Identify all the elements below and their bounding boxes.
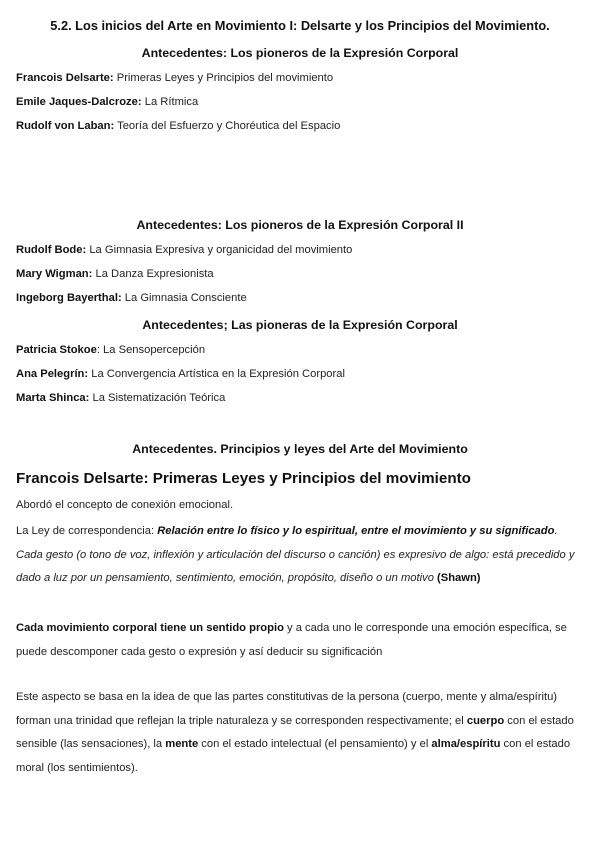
term-mente: mente: [165, 738, 199, 750]
item-name: Patricia Stokoe: [16, 344, 97, 356]
list-item: [16, 72, 333, 84]
block3-heading: Antecedentes; Las pioneras de la Expresión Corporal: [142, 318, 458, 332]
block1-heading: Antecedentes: Los pioneros de la Expresión Corporal: [141, 46, 459, 60]
intro-text: Abordó el concepto de conexión emocional.: [16, 499, 234, 511]
item-name: Ana Pelegrín:: [16, 368, 89, 380]
movement-rest: y a cada uno le corresponde una emoción específica, se puede descomponer cada gesto o expresión y así deducir su significación: [16, 622, 567, 658]
item-name: Mary Wigman:: [16, 268, 93, 280]
law-explanation: . Cada gesto (o tono de voz, inflexión y articulación del discurso o canción) es expresivo de algo: está precedido y dado a luz por un pensamiento, sentimiento, emoción, propósito, diseño o un motivo: [16, 525, 575, 584]
item-desc: Teoría del Esfuerzo y Choréutica del Espacio: [117, 120, 341, 132]
item-desc: Primeras Leyes y Principios del movimiento: [116, 72, 334, 84]
item-name: Marta Shinca:: [16, 392, 90, 404]
term-cuerpo: cuerpo: [466, 714, 505, 727]
item-desc: La Gimnasia Expresiva y organicidad del movimiento: [89, 244, 353, 256]
item-name: Rudolf Bode:: [16, 244, 87, 256]
trinity-text: Este aspecto se basa en la idea de que las partes constitutivas de la persona (cuerpo, mente y alma/espíritu) forman una trinidad que reflejan la triple naturaleza y se corresponden respectivamente; el: [16, 691, 558, 727]
section-title: 5.2. Los inicios del Arte en Movimiento I: Delsarte y los Principios del Movimiento.: [50, 18, 550, 33]
item-desc: La Sistematización Teórica: [92, 392, 226, 404]
list-item: [16, 392, 225, 404]
list-item: [16, 96, 198, 108]
trinity-text: con el estado moral (los sentimientos).: [16, 738, 571, 774]
list-item: [16, 368, 345, 380]
block2-heading: Antecedentes: Los pioneros de la Expresión Corporal II: [136, 218, 464, 232]
delsarte-subtitle: Francois Delsarte: Primeras Leyes y Principios del movimiento: [16, 470, 471, 487]
item-desc: La Rítmica: [144, 96, 199, 108]
law-paragraph: [16, 520, 586, 591]
item-desc: La Gimnasia Consciente: [124, 292, 247, 304]
list-item: [16, 344, 205, 356]
list-item: [16, 292, 247, 304]
item-name: Francois Delsarte:: [16, 72, 114, 84]
trinity-text: con el estado intelectual (el pensamiento) y el: [198, 738, 432, 750]
law-source: (Shawn): [437, 572, 481, 584]
item-name: Emile Jaques-Dalcroze:: [16, 96, 142, 108]
item-desc: : La Sensopercepción: [96, 344, 206, 356]
movement-bold: Cada movimiento corporal tiene un sentido propio: [16, 622, 284, 634]
block4-heading: Antecedentes. Principios y leyes del Arte del Movimiento: [132, 442, 468, 456]
item-name: Rudolf von Laban:: [16, 120, 115, 132]
list-item: [16, 268, 214, 280]
item-name: Ingeborg Bayerthal:: [16, 292, 122, 304]
movement-paragraph: [16, 617, 586, 664]
trinity-paragraph: [16, 686, 586, 780]
trinity-text: con el estado sensible (las sensaciones), la: [16, 714, 574, 750]
law-statement: Relación entre lo físico y lo espiritual, entre el movimiento y su significado: [157, 525, 555, 537]
item-desc: La Convergencia Artística en la Expresión Corporal: [91, 368, 345, 380]
list-item: [16, 120, 340, 132]
term-alma: alma/espíritu: [431, 738, 501, 750]
item-desc: La Danza Expresionista: [95, 268, 214, 280]
list-item: [16, 244, 352, 256]
law-lead: La Ley de correspondencia:: [16, 525, 158, 537]
